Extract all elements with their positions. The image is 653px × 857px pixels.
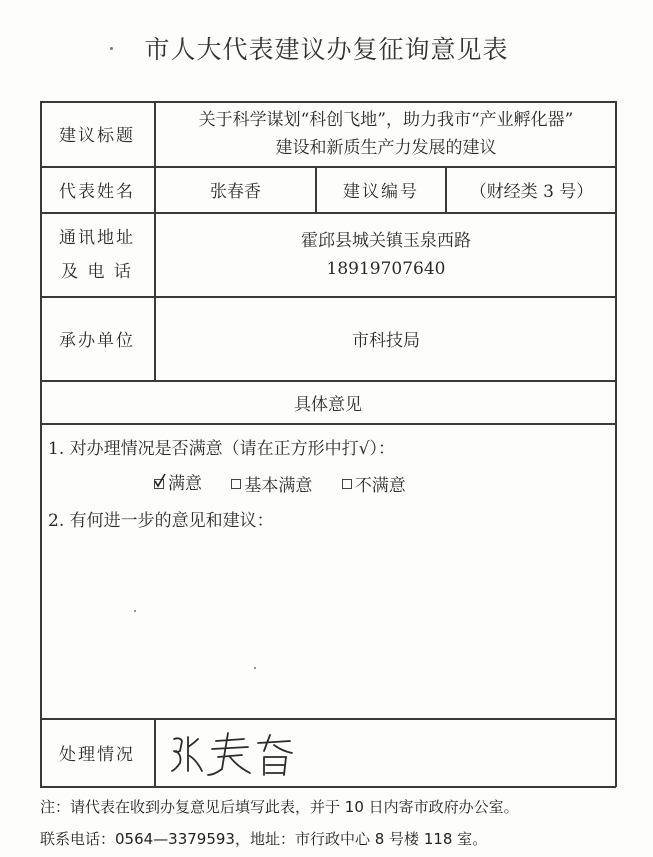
number-value: （财经类 3 号） xyxy=(469,182,594,202)
footer-contact: 联系电话：0564—3379593，地址：市行政中心 8 号楼 118 室。 xyxy=(40,830,488,848)
number-label: 建议编号 xyxy=(343,182,419,202)
row-divider xyxy=(40,423,616,425)
address-text: 霍邱县城关镇玉泉西路 xyxy=(301,230,471,251)
option-satisfied[interactable] xyxy=(154,469,202,494)
option-label: 基本满意 xyxy=(244,476,313,496)
checkbox-icon[interactable] xyxy=(231,479,241,489)
satisfaction-options xyxy=(154,469,430,496)
question-satisfaction: 1. 对办理情况是否满意（请在正方形中打√）： xyxy=(48,439,395,459)
unit-label: 承办单位 xyxy=(59,331,135,351)
topic-value xyxy=(156,101,616,166)
handling-label: 处理情况 xyxy=(59,745,135,765)
unit-value: 市科技局 xyxy=(352,331,420,351)
checkbox-icon[interactable] xyxy=(342,479,352,489)
scan-dot xyxy=(134,610,136,612)
name-label: 代表姓名 xyxy=(59,182,135,202)
topic-line-2: 建设和新质生产力发展的建议 xyxy=(275,137,497,158)
question-suggestions: 2. 有何进一步的意见和建议： xyxy=(48,511,274,531)
signature-handwriting-image xyxy=(166,729,306,779)
name-value: 张春香 xyxy=(210,182,261,202)
form-title: 市人大代表建议办复征询意见表 xyxy=(144,35,509,64)
scan-dot xyxy=(110,47,113,50)
signature xyxy=(166,729,306,779)
option-not-satisfied[interactable] xyxy=(342,471,406,496)
scan-dot xyxy=(254,667,256,669)
option-basically-satisfied[interactable] xyxy=(231,471,312,496)
table-border-bottom xyxy=(40,786,616,788)
checked-box-icon[interactable] xyxy=(154,475,166,489)
phone-text: 18919707640 xyxy=(326,258,446,279)
label-column-divider xyxy=(154,718,156,787)
topic-line-1: 关于科学谋划“科创飞地”，助力我市“产业孵化器” xyxy=(198,109,574,130)
option-label: 满意 xyxy=(168,474,202,494)
contact-label-line-1: 通讯地址 xyxy=(59,227,135,248)
opinion-form-table xyxy=(40,101,616,787)
opinion-header: 具体意见 xyxy=(294,394,362,415)
option-label: 不满意 xyxy=(354,476,406,496)
topic-label: 建议标题 xyxy=(59,126,135,146)
contact-label-line-2: 及 电 话 xyxy=(61,261,133,282)
contact-label xyxy=(40,213,154,296)
footer-note: 注：请代表在收到办复意见后填写此表，并于 10 日内寄市政府办公室。 xyxy=(40,798,519,816)
contact-value xyxy=(156,213,616,296)
